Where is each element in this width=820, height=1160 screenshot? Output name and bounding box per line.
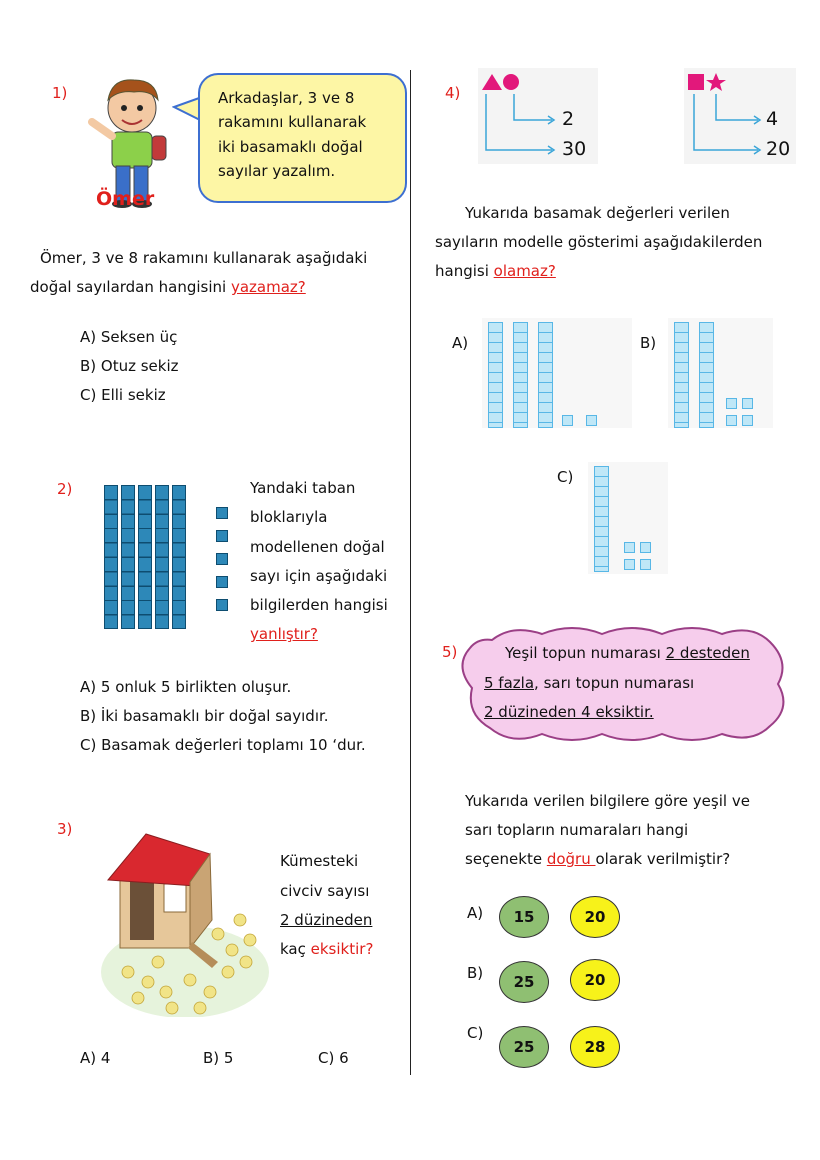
q5-option-b-label: B) xyxy=(467,964,484,982)
q4-option-a-blocks xyxy=(482,318,632,428)
q4-stem-line2: sayıların modelle gösterimi aşağıdakilerden xyxy=(435,233,763,251)
q1-key-word: yazamaz? xyxy=(230,278,306,296)
unit-cube xyxy=(216,576,228,588)
q2-text-line: modellenen doğal xyxy=(250,538,385,556)
q2-text-line: bilgilerden hangisi xyxy=(250,596,388,614)
green-ball: 15 xyxy=(499,896,549,938)
q1-stem-line1: Ömer, 3 ve 8 rakamını kullanarak aşağıdaki xyxy=(40,249,368,267)
q4-stem-line3: hangisi olamaz? xyxy=(435,262,556,280)
q1-stem-line2: doğal sayılardan hangisini yazamaz? xyxy=(30,278,306,296)
q4-left-ones-value: 2 xyxy=(562,108,575,130)
q5-key-word: doğru xyxy=(546,850,596,868)
unit-cube xyxy=(216,553,228,565)
question-1-number: 1) xyxy=(52,84,68,102)
bubble-line: rakamını kullanarak xyxy=(218,113,367,131)
q5-option-c-label: C) xyxy=(467,1024,484,1042)
chicken-coop-illustration xyxy=(100,822,270,1017)
q5-stem-line3: seçenekte doğru olarak verilmiştir? xyxy=(465,850,731,868)
question-3-number: 3) xyxy=(57,820,73,838)
q4-right-tens-value: 20 xyxy=(766,138,791,160)
question-5-number: 5) xyxy=(442,643,458,661)
ten-rod xyxy=(172,485,186,629)
q3-option-c: C) 6 xyxy=(318,1049,349,1067)
q3-text-line: Kümesteki xyxy=(280,852,359,870)
q4-option-b-blocks xyxy=(668,318,773,428)
q2-key-word: yanlıştır? xyxy=(250,625,318,643)
bubble-line: sayılar yazalım. xyxy=(218,162,336,180)
q3-text-line: 2 düzineden xyxy=(280,911,373,929)
unit-cube xyxy=(216,507,228,519)
q4-option-c-blocks xyxy=(588,462,668,574)
green-ball: 25 xyxy=(499,1026,549,1068)
q2-option-a: A) 5 onluk 5 birlikten oluşur. xyxy=(80,678,292,696)
q3-option-a: A) 4 xyxy=(80,1049,111,1067)
q5-cloud-line1: Yeşil topun numarası 2 desteden xyxy=(505,644,750,662)
yellow-ball: 20 xyxy=(570,896,620,938)
ten-rod xyxy=(104,485,118,629)
q2-option-b: B) İki basamaklı bir doğal sayıdır. xyxy=(80,707,329,725)
q5-stem-line1: Yukarıda verilen bilgilere göre yeşil ve xyxy=(465,792,750,810)
q5-cloud-line2: 5 fazla, sarı topun numarası xyxy=(484,674,695,692)
green-ball: 25 xyxy=(499,961,549,1003)
unit-cube xyxy=(216,599,228,611)
ten-rod xyxy=(121,485,135,629)
q2-text-line: bloklarıyla xyxy=(250,508,328,526)
q3-text-line: civciv sayısı xyxy=(280,882,370,900)
question-2-number: 2) xyxy=(57,480,73,498)
bubble-line: iki basamaklı doğal xyxy=(218,138,363,156)
q4-key-word: olamaz? xyxy=(493,262,556,280)
q2-option-c: C) Basamak değerleri toplamı 10 ‘dur. xyxy=(80,736,366,754)
base-ten-blocks-model xyxy=(104,485,204,630)
unit-cube xyxy=(216,530,228,542)
ten-rod xyxy=(138,485,152,629)
ten-rod xyxy=(155,485,169,629)
character-name: Ömer xyxy=(96,188,155,210)
q4-option-a-label: A) xyxy=(452,334,469,352)
q1-option-c: C) Elli sekiz xyxy=(80,386,166,404)
q3-key-word: eksiktir? xyxy=(310,940,374,958)
q1-option-a: A) Seksen üç xyxy=(80,328,178,346)
circle-icon xyxy=(503,74,519,90)
q5-stem-line2: sarı topların numaraları hangi xyxy=(465,821,689,839)
q5-option-a-label: A) xyxy=(467,904,484,922)
q4-option-b-label: B) xyxy=(640,334,657,352)
yellow-ball: 28 xyxy=(570,1026,620,1068)
square-icon xyxy=(688,74,704,90)
q3-option-b: B) 5 xyxy=(203,1049,234,1067)
column-divider xyxy=(410,70,411,1075)
q4-option-c-label: C) xyxy=(557,468,574,486)
q2-text-line: Yandaki taban xyxy=(250,479,356,497)
q2-text-line: sayı için aşağıdaki xyxy=(250,567,388,585)
bubble-line: Arkadaşlar, 3 ve 8 xyxy=(218,89,355,107)
q4-right-ones-value: 4 xyxy=(766,108,779,130)
q5-cloud-line3: 2 düzineden 4 eksiktir. xyxy=(484,703,654,721)
question-4-number: 4) xyxy=(445,84,461,102)
q3-text-line: kaç eksiktir? xyxy=(280,940,374,958)
yellow-ball: 20 xyxy=(570,959,620,1001)
q4-stem-line1: Yukarıda basamak değerleri verilen xyxy=(465,204,730,222)
q4-left-tens-value: 30 xyxy=(562,138,587,160)
q1-option-b: B) Otuz sekiz xyxy=(80,357,179,375)
